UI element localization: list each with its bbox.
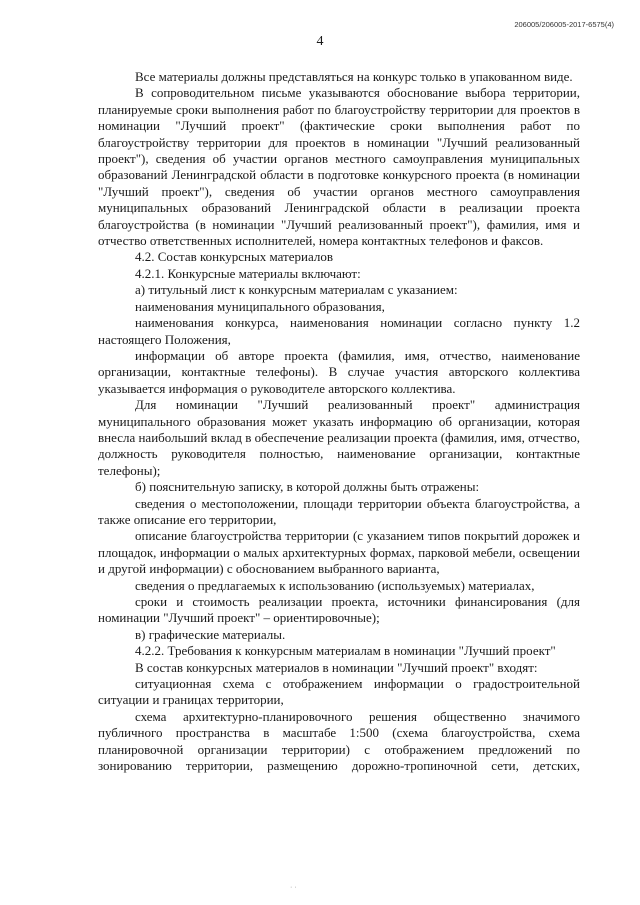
page-number: 4 [316, 34, 324, 49]
subsection-heading: 4.2.1. Конкурсные материалы включают: [135, 265, 361, 281]
list-item: наименования конкурса, наименования номинации согласно пункту 1.2 настоящего Положения, [98, 315, 580, 347]
paragraph: В сопроводительном письме указываются обоснование выбора территории, планируемые сроки выполнения работ по благоустройству территории для проектов в номинации "Лучший проект" (фактические сроки выполнения работ по благоустройству территории для проектов в номинации "Лучший реализованный проект"), сведения об участии органов местного самоуправления муниципальных образований Ленинградской области в подготовке конкурсного проекта (в номинации "Лучший проект"), сведения об участии органов местного самоуправления муниципальных образований Ленинградской области в реализации проекта благоустройства (в номинации "Лучший реализованный проект"), фамилия, имя и отчество ответственных исполнителей, номера контактных телефонов и факсов. [98, 85, 580, 249]
paragraph: Все материалы должны представляться на конкурс только в упакованном виде. [135, 69, 573, 84]
paragraph: Для номинации "Лучший реализованный проект" администрация муниципального образования может указать информацию об организации, которая внесла наибольший вклад в обеспечение реализации проекта (фамилия, имя, отчество, должность руководителя полностью, наименование организации, контактные телефоны); [98, 397, 580, 478]
scan-mark: · · [290, 884, 297, 891]
list-item: ситуационная схема с отображением информации о градостроительной ситуации и границах территории, [98, 676, 580, 708]
document-body [98, 69, 580, 774]
list-item: информации об авторе проекта (фамилия, имя, отчество, наименование организации, контактные телефоны). В случае участия авторского коллектива указывается информация о руководителе авторского коллектива. [98, 347, 580, 396]
list-item: описание благоустройства территории (с указанием типов покрытий дорожек и площадок, информации о малых архитектурных формах, парковой мебели, освещении и другой информации) с обоснованием выбранного варианта, [98, 528, 580, 577]
document-id: 206005/206005-2017-6575(4) [514, 20, 614, 29]
section-heading: 4.2. Состав конкурсных материалов [135, 249, 333, 265]
paragraph: а) титульный лист к конкурсным материалам с указанием: [135, 282, 458, 298]
list-item: сведения о местоположении, площади территории объекта благоустройства, а также описание его территории, [98, 495, 580, 527]
list-item: сроки и стоимость реализации проекта, источники финансирования (для номинации "Лучший проект" – ориентировочные); [98, 594, 580, 626]
list-item: сведения о предлагаемых к использованию (используемых) материалах, [135, 577, 535, 593]
subsection-heading: 4.2.2. Требования к конкурсным материалам в номинации "Лучший проект" [135, 643, 556, 659]
list-item: схема архитектурно-планировочного решения общественно значимого публичного пространства в масштабе 1:500 (схема благоустройства, схема планировочной организации территории) с отображением предложений по зонированию территории, размещению дорожно-тропиночной сети, детских, [98, 708, 580, 774]
paragraph: б) пояснительную записку, в которой должны быть отражены: [135, 479, 480, 495]
paragraph: в) графические материалы. [135, 626, 286, 642]
paragraph: В состав конкурсных материалов в номинации "Лучший проект" входят: [135, 659, 538, 675]
list-item: наименования муниципального образования, [135, 298, 385, 314]
